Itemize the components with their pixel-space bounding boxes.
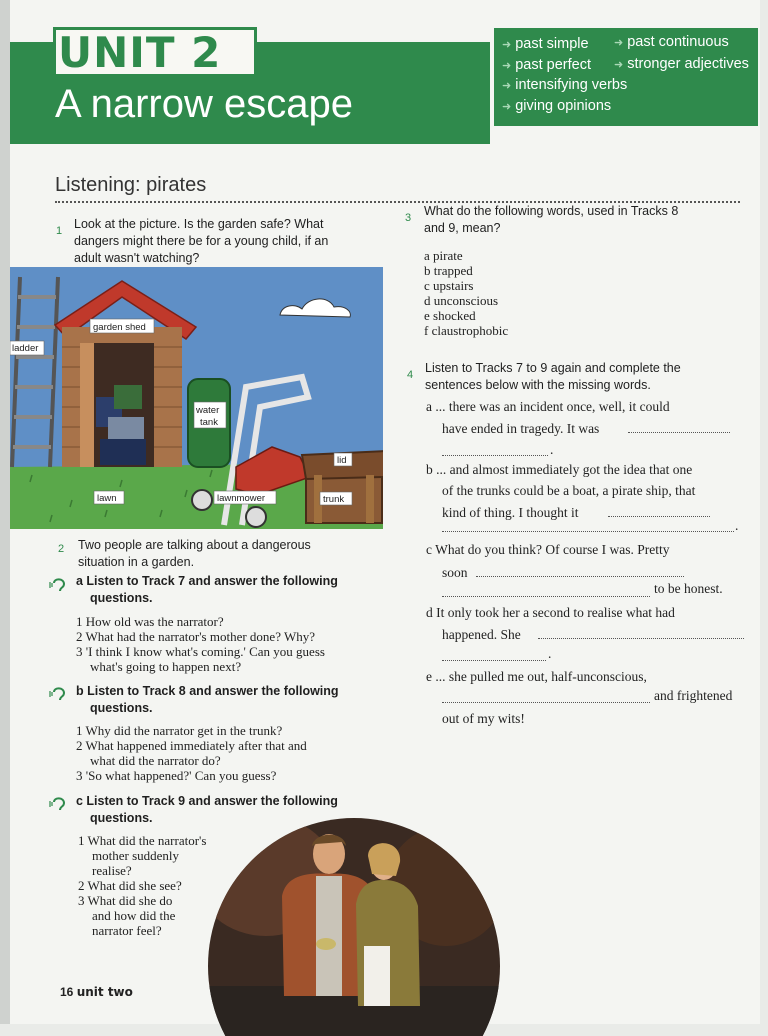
q2a-heading	[76, 573, 338, 607]
q3-line: and 9, mean?	[424, 221, 501, 235]
page-footer	[60, 985, 133, 999]
q2c-heading-line: questions.	[90, 811, 153, 825]
label-lid: lid	[337, 455, 347, 466]
q4e-line: e ... she pulled me out, half-unconscious,	[426, 669, 647, 684]
q2b-heading-line: questions.	[90, 701, 153, 715]
unit-label: UNIT 2	[58, 28, 222, 77]
list-item: a pirate	[424, 248, 463, 263]
full-stop: .	[735, 518, 739, 533]
label-garden-shed: garden shed	[93, 322, 146, 333]
list-item: d unconscious	[424, 293, 499, 308]
q2-text	[78, 537, 311, 571]
list-item: 3 What did she do	[78, 893, 173, 908]
q2c-heading-line: c Listen to Track 9 and answer the following	[76, 794, 338, 808]
q4a-line: have ended in tragedy. It was	[442, 421, 600, 436]
topics-box	[494, 28, 758, 126]
q4a-line: a ... there was an incident once, well, it could	[426, 399, 670, 414]
answer-blank[interactable]	[442, 660, 546, 661]
topic-item: ➜ past perfect	[502, 57, 591, 73]
list-item: 2 What did she see?	[78, 878, 182, 893]
list-item: 1 What did the narrator's	[78, 833, 207, 848]
q3-number: 3	[405, 212, 412, 224]
list-item: c upstairs	[424, 278, 474, 293]
label-water-tank-2: tank	[200, 417, 218, 428]
q1-line: Look at the picture. Is the garden safe? What	[74, 217, 324, 231]
page-edge	[0, 0, 10, 1024]
arrow-icon: ➜	[502, 101, 512, 113]
list-item: 3 'I think I know what's coming.' Can you guess	[76, 644, 325, 659]
q2-number: 2	[58, 543, 65, 555]
full-stop: .	[548, 646, 552, 661]
q4e-word: and frightened	[654, 688, 733, 703]
q2b-heading-line: b Listen to Track 8 and answer the following	[76, 684, 339, 698]
list-item: what did the narrator do?	[90, 753, 221, 768]
list-item: what's going to happen next?	[90, 659, 242, 674]
answer-blank[interactable]	[442, 596, 650, 597]
label-water-tank: water	[196, 405, 220, 416]
q3-list	[424, 248, 508, 338]
q2a-heading-line: questions.	[90, 591, 153, 605]
list-item: e shocked	[424, 308, 476, 323]
q1-text	[74, 216, 328, 267]
q2a-heading-line: a Listen to Track 7 and answer the following	[76, 574, 338, 588]
q4b-line: kind of thing. I thought it	[442, 505, 579, 520]
ear-icon	[48, 684, 70, 704]
couple-photo	[206, 816, 502, 1036]
answer-blank[interactable]	[442, 531, 734, 532]
list-item: 1 How old was the narrator?	[76, 614, 224, 629]
arrow-icon: ➜	[614, 59, 624, 71]
q2a-list	[76, 614, 325, 674]
q4-line: Listen to Tracks 7 to 9 again and complete the	[425, 361, 681, 375]
garden-illustration	[10, 267, 383, 529]
label-ladder: ladder	[12, 343, 39, 354]
q4c-word: soon	[442, 565, 468, 580]
answer-blank[interactable]	[628, 432, 730, 433]
list-item: and how did the	[92, 908, 176, 923]
q4c-word: to be honest.	[654, 581, 723, 596]
topic-item: ➜ giving opinions	[502, 98, 612, 114]
label-lawn: lawn	[97, 493, 117, 504]
list-item: 3 'So what happened?' Can you guess?	[76, 768, 277, 783]
q2-line: situation in a garden.	[78, 555, 195, 569]
answer-blank[interactable]	[608, 516, 710, 517]
answer-blank[interactable]	[538, 638, 744, 639]
q1-line: dangers might there be for a young child, if an	[74, 234, 329, 248]
topic-item: ➜ stronger adjectives	[614, 56, 749, 72]
arrow-icon: ➜	[502, 39, 512, 51]
q4e-line: out of my wits!	[442, 711, 525, 726]
arrow-icon: ➜	[502, 60, 512, 72]
list-item: 1 Why did the narrator get in the trunk?	[76, 723, 283, 738]
full-stop: .	[550, 442, 554, 457]
q1-line: adult wasn't watching?	[74, 251, 200, 265]
q3-line: What do the following words, used in Tracks 8	[424, 204, 679, 218]
q2c-list	[78, 833, 206, 938]
q4d-line: d It only took her a second to realise what had	[426, 605, 675, 620]
q4-text	[425, 360, 681, 394]
topic-item: ➜ intensifying verbs	[502, 77, 628, 93]
q4-line: sentences below with the missing words.	[425, 378, 651, 392]
footer-label: unit two	[76, 985, 133, 999]
arrow-icon: ➜	[502, 80, 512, 92]
topic-item: ➜ past continuous	[614, 34, 729, 50]
q4-number: 4	[407, 369, 414, 381]
answer-blank[interactable]	[442, 455, 548, 456]
label-lawnmower: lawnmower	[217, 493, 266, 504]
list-item: f claustrophobic	[424, 323, 509, 338]
arrow-icon: ➜	[614, 37, 624, 49]
q2b-list	[76, 723, 307, 783]
answer-blank[interactable]	[476, 576, 684, 577]
q2b-heading	[76, 683, 339, 717]
topic-item: ➜ past simple	[502, 36, 589, 52]
q3-text	[424, 203, 678, 237]
list-item: realise?	[92, 863, 132, 878]
list-item: mother suddenly	[92, 848, 180, 863]
list-item: narrator feel?	[92, 923, 162, 938]
list-item: 2 What happened immediately after that and	[76, 738, 307, 753]
label-trunk: trunk	[323, 494, 345, 505]
list-item: b trapped	[424, 263, 473, 278]
list-item: 2 What had the narrator's mother done? Why?	[76, 629, 316, 644]
q4b-line: b ... and almost immediately got the idea that one	[426, 462, 693, 477]
q4d-line: happened. She	[442, 627, 521, 642]
section-title: Listening: pirates	[55, 174, 207, 196]
q4c-line: c What do you think? Of course I was. Pretty	[426, 542, 670, 557]
unit-title: A narrow escape	[55, 82, 353, 126]
ear-icon	[48, 575, 70, 595]
q1-number: 1	[56, 225, 63, 237]
q2-line: Two people are talking about a dangerous	[78, 538, 311, 552]
ear-icon	[48, 794, 70, 814]
q4b-line: of the trunks could be a boat, a pirate ship, that	[442, 483, 696, 498]
page-number: 16	[60, 985, 74, 999]
answer-blank[interactable]	[442, 702, 650, 703]
